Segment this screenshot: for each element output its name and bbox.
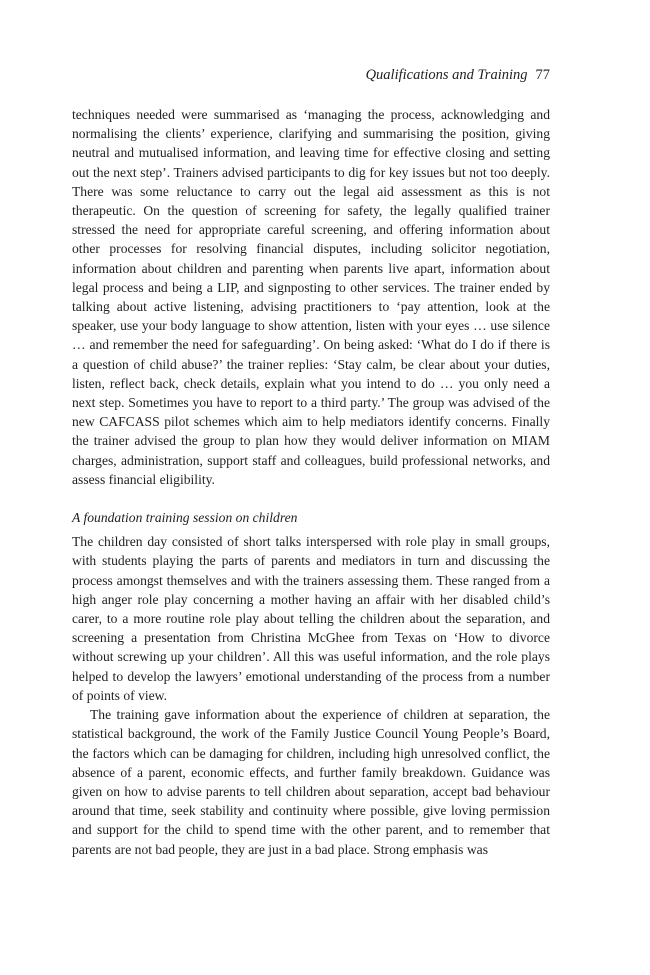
running-head-title: Qualifications and Training <box>365 67 528 83</box>
body-paragraph: The training gave information about the experience of children at separation, the statistical background, the work of the Family Justice Council Young People’s Board, the factors which can be damaging for children, including high unresolved conflict, the absence of a parent, economic effects, and further family breakdown. Guidance was given on how to advise parents to tell children about separation, accept bad behaviour around that time, seek stability and continuity where possible, give loving permission and support for the child to spend time with the other parent, and to remember that parents are not bad people, they are just in a bad place. Strong emphasis was <box>72 707 550 857</box>
body-text <box>72 105 550 859</box>
running-head <box>366 65 550 85</box>
book-page <box>72 0 550 975</box>
body-paragraph: techniques needed were summarised as ‘managing the process, acknowledging and normalising the clients’ experience, clarifying and summarising the position, giving neutral and mutualised information, and leaving time for effective closing and setting out the next step’. Trainers advised participants to dig for key issues but not too deeply. There was some reluctance to carry out the legal aid assessment as this is not therapeutic. On the question of screening for safety, the legally qualified trainer stressed the need for appropriate careful screening, and offering information about other processes for resolving financial disputes, including solicitor negotiation, information about children and parenting when parents live apart, information about legal process and being a LIP, and signposting to other services. The trainer ended by talking about active listening, advising practitioners to ‘pay attention, look at the speaker, use your body language to show attention, listen with your eyes … use silence … and remember the need for safeguarding’. On being asked: ‘What do I do if there is a question of child abuse?’ the trainer replies: ‘Stay calm, be clear about your duties, listen, reflect back, check details, explain what you intend to do … you only need a next step. Sometimes you have to report to a third party.’ The group was advised of the new CAFCASS pilot schemes which aim to help mediators identify concerns. Finally the trainer advised the group to plan how they would deliver information on MIAM charges, administration, support staff and colleagues, build professional networks, and assess financial eligibility. <box>72 107 550 487</box>
page-number: 77 <box>535 67 550 83</box>
body-paragraph: The children day consisted of short talks interspersed with role play in small groups, with students playing the parts of parents and mediators in turn and discussing the process amongst themselves and with the trainers assessing them. These ranged from a high anger role play concerning a mother having an affair with her disabled child’s carer, to a more routine role play about telling the children about the separation, and screening a presentation from Christina McGhee from Texas on ‘How to divorce without screwing up your children’. All this was useful information, and the role plays helped to develop the lawyers’ emotional understanding of the process from a number of points of view. <box>72 534 550 703</box>
section-subheading: A foundation training session on children <box>72 510 298 526</box>
